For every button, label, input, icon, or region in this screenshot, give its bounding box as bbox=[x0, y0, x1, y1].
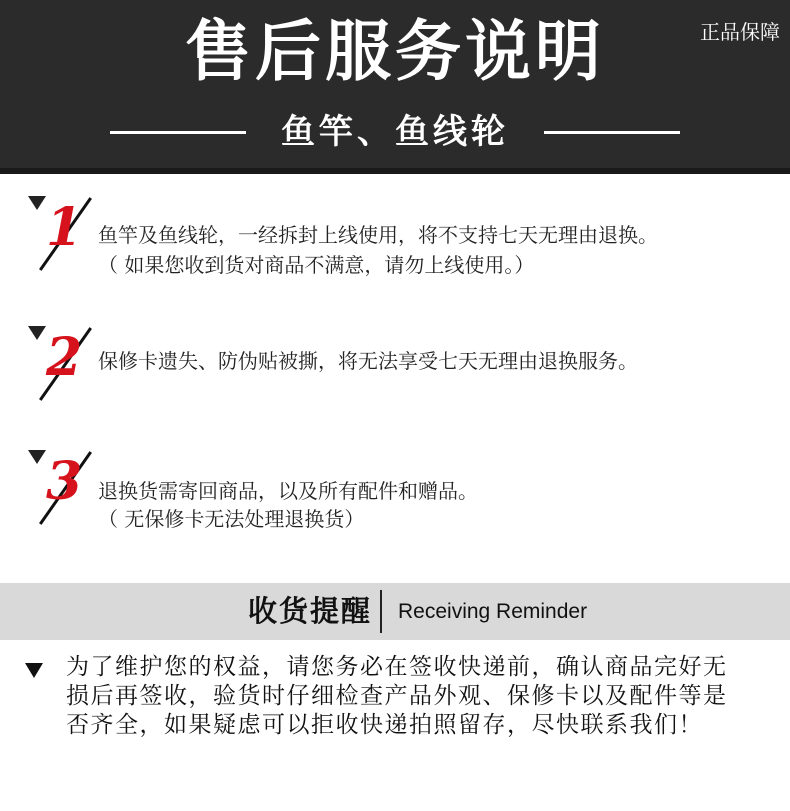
authentic-guarantee-tag: 正品保障 bbox=[700, 20, 780, 44]
reminder-title-en: Receiving Reminder bbox=[398, 600, 588, 623]
reminder-separator bbox=[380, 590, 382, 633]
triangle-down-icon bbox=[28, 196, 46, 210]
reminder-body: 为了维护您的权益，请您务必在签收快递前，确认商品完好无损后再签收，验货时仔细检查产品外观、保修卡以及配件等是否齐全，如果疑虑可以拒收快递拍照留存，尽快联系我们！ bbox=[66, 654, 728, 738]
item-text-line: 保修卡遗失、防伪贴被撕，将无法享受七天无理由退换服务。 bbox=[98, 349, 638, 373]
triangle-down-icon bbox=[28, 450, 46, 464]
subtitle: 鱼竿、鱼线轮 bbox=[281, 112, 509, 152]
triangle-down-icon bbox=[25, 663, 43, 678]
item-text-line: 退换货需寄回商品，以及所有配件和赠品。 bbox=[98, 479, 478, 503]
subtitle-row bbox=[0, 108, 790, 156]
header-banner bbox=[0, 0, 790, 168]
item-text-line: （ 无保修卡无法处理退换货） bbox=[98, 507, 365, 531]
item-text-line: （ 如果您收到货对商品不满意，请勿上线使用。） bbox=[98, 253, 535, 277]
policy-item-1 bbox=[0, 192, 790, 282]
receiving-reminder-bar bbox=[0, 583, 790, 640]
item-number: 3 bbox=[46, 451, 83, 512]
policy-item-2 bbox=[0, 322, 790, 412]
header-divider bbox=[0, 168, 790, 174]
item-number: 1 bbox=[46, 197, 83, 258]
item-number: 2 bbox=[46, 327, 83, 388]
item-text-line: 鱼竿及鱼线轮，一经拆封上线使用，将不支持七天无理由退换。 bbox=[98, 223, 658, 247]
page-title: 售后服务说明 bbox=[185, 13, 605, 90]
subtitle-divider-right bbox=[544, 131, 680, 134]
subtitle-divider-left bbox=[110, 131, 246, 134]
triangle-down-icon bbox=[28, 326, 46, 340]
policy-item-3 bbox=[0, 446, 790, 536]
reminder-title-cn: 收货提醒 bbox=[247, 594, 372, 628]
